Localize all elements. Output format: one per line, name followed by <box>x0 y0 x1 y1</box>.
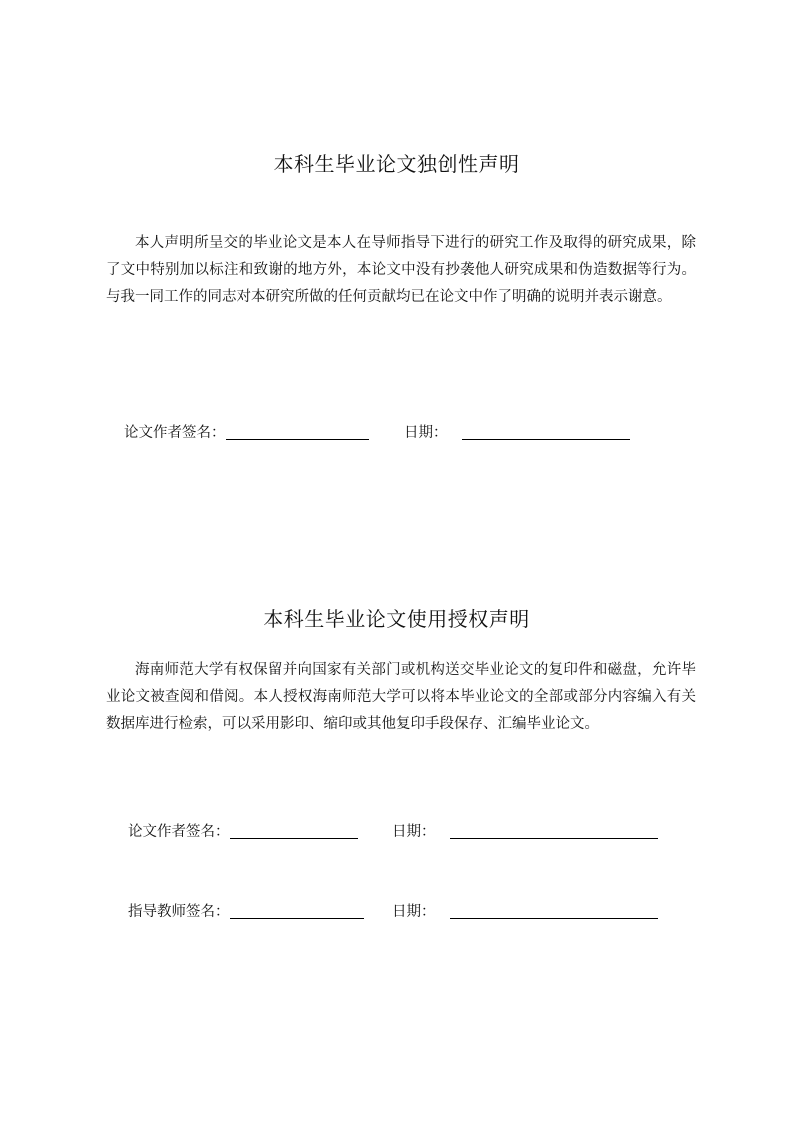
originality-declaration-title: 本科生毕业论文独创性声明 <box>273 152 520 176</box>
authorization-declaration-body: 海南师范大学有权保留并向国家有关部门或机构送交毕业论文的复印件和磁盘，允许毕业论文被查阅和借阅。本人授权海南师范大学可以将本毕业论文的全部或部分内容编入有关数据库进行检索，可以采用影印、缩印或其他复印手段保存、汇编毕业论文。 <box>106 662 696 732</box>
author-signature-field[interactable] <box>226 438 369 440</box>
originality-declaration-body: 本人声明所呈交的毕业论文是本人在导师指导下进行的研究工作及取得的研究成果，除了文中特别加以标注和致谢的地方外，本论文中没有抄袭他人研究成果和伪造数据等行为。与我一同工作的同志对本研究所做的任何贡献均已在论文中作了明确的说明并表示谢意。 <box>106 235 696 305</box>
author-signature-label: 论文作者签名： <box>124 425 226 441</box>
date-label: 日期： <box>392 824 436 840</box>
author-signature-label: 论文作者签名： <box>128 824 230 840</box>
date-label: 日期： <box>404 425 448 441</box>
date-field[interactable] <box>450 917 658 919</box>
date-field[interactable] <box>450 837 658 839</box>
date-field[interactable] <box>462 438 630 440</box>
date-label: 日期： <box>392 904 436 920</box>
authorization-declaration-title: 本科生毕业论文使用授权声明 <box>263 607 530 631</box>
author-signature-field[interactable] <box>230 837 358 839</box>
advisor-signature-label: 指导教师签名： <box>128 904 230 920</box>
advisor-signature-field[interactable] <box>230 917 364 919</box>
